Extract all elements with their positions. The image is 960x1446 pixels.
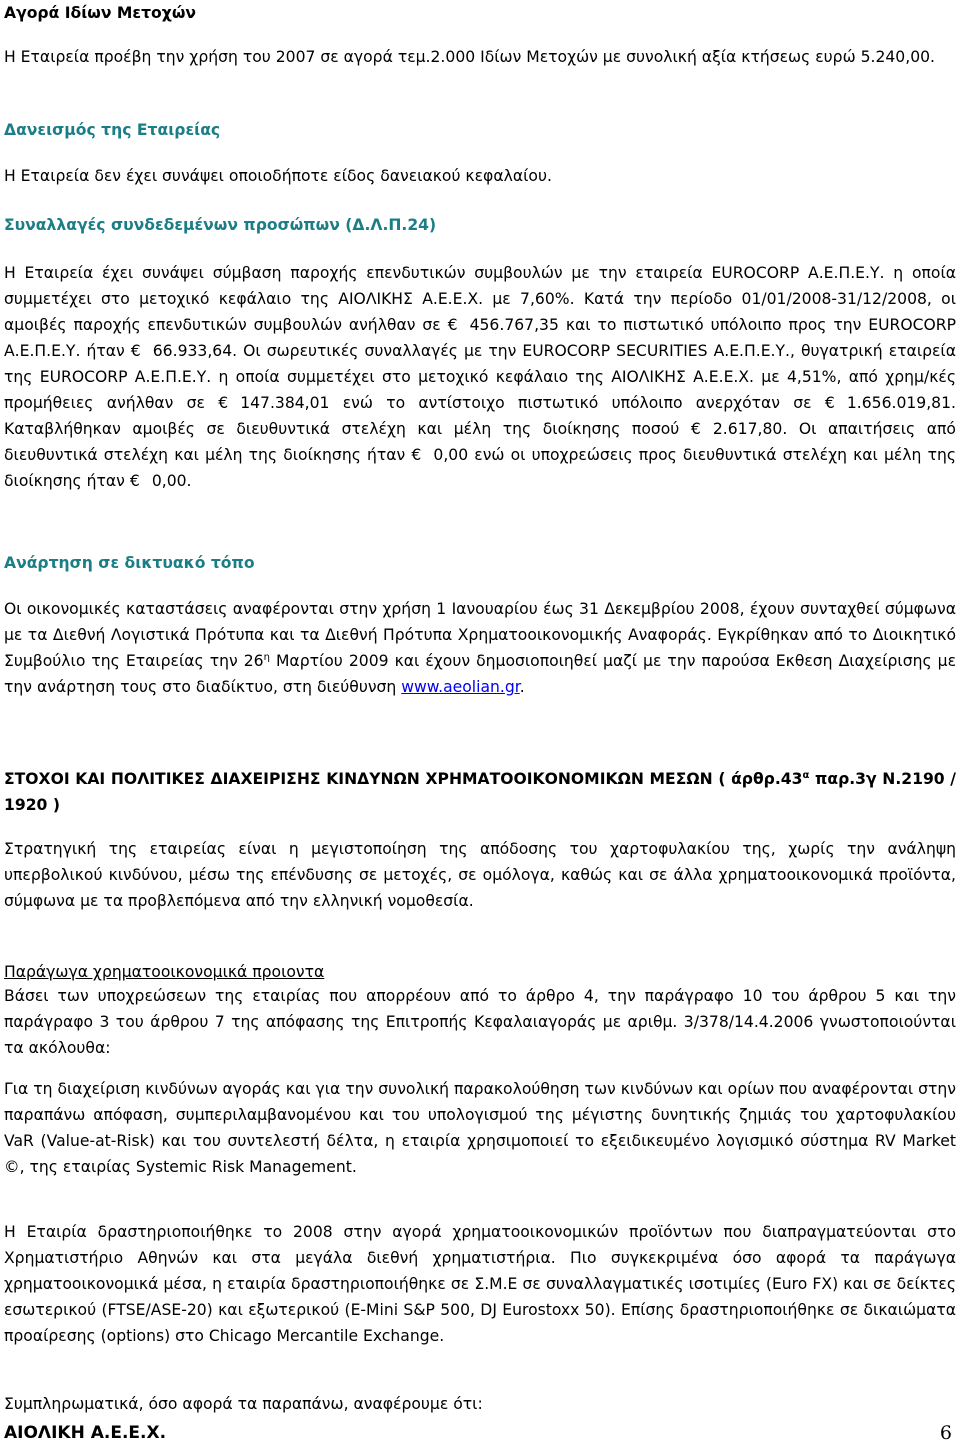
euro-sign: € [411,446,422,464]
paragraph-derivatives-obligations: Βάσει των υποχρεώσεων της εταιρίας που απορρέουν από το άρθρο 4, την παράγραφο 10 του άρθρου 5 και την παράγραφο 3 του άρθρου 7 της απόφασης της Επιτροπής Κεφαλαιαγοράς με αριθμ. 3/378/14.4.2006 γνωστοποιούνται τα ακόλουθα: [4,987,956,1057]
paragraph-derivatives-activity: Η Εταιρία δραστηριοποιήθηκε το 2008 στην αγορά χρηματοοικονομικών προϊόντων που διαπραγματεύονται στο Χρηματιστήριο Αθηνών και στα μεγάλα διεθνή χρηματιστήρια. Πιο συγκεκριμένα όσο αφορά τα παράγωγα χρηματοοικονομικά μέσα, η εταιρία δραστηριοποιήθηκε σε Σ.Μ.Ε σε συναλλαγματικές ισοτιμίες (Euro FX) και σε δείκτες εσωτερικού (FTSE/ASE-20) και εξωτερικού (E-Mini S&P 500, DJ Eurostoxx 50). Επίσης δραστηριοποιήθηκε σε δικαιώματα προαίρεσης (options) στο Chicago Mercantile Exchange. [4,1223,956,1345]
paragraph-risk-software: Για τη διαχείριση κινδύνων αγοράς και για την συνολική παρακολούθηση των κινδύνων και ορίων που αναφέρονται στην παραπάνω απόφαση, συμπεριλαμβανομένου και του υπολογισμού της μέγιστης δυνητικής ζημιάς του χαρτοφυλακίου VaR (Value-at-Risk) και του συντελεστή δέλτα, η εταιρία χρησιμοποιεί το εξειδικευμένο λογισμικό σύστημα RV Market ©, της εταιρίας Systemic Risk Management. [4,1080,956,1176]
euro-sign: € [824,394,835,412]
superscript: α [802,770,810,781]
paragraph-own-shares: Η Εταιρεία προέβη την χρήση του 2007 σε αγορά τεμ.2.000 Ιδίων Μετοχών με συνολική αξία κτήσεως ευρώ 5.240,00. [4,48,935,66]
superscript: η [263,652,270,663]
euro-sign: € [129,472,140,490]
page-footer [4,1420,956,1446]
copyright-symbol: © [4,1158,20,1176]
euro-sign: € [690,420,701,438]
euro-sign: € [447,316,458,334]
paragraph-website: Οι οικονομικές καταστάσεις αναφέρονται στην χρήση 1 Ιανουαρίου έως 31 Δεκεμβρίου 2008, έχουν συνταχθεί σύμφωνα με τα Διεθνή Λογιστικά Πρότυπα και τα Διεθνή Πρότυπα Χρηματοοικονομικής Αναφοράς. Εγκρίθηκαν από το Διοικητικό Συμβούλιο της Εταιρείας την $26^\eta$ Μαρτίου 2009 και έχουν δημοσιοποιηθεί μαζί με την παρούσα Εκθεση Διαχείρισης με την ανάρτηση τους στο διαδίκτυο, στη διεύθυνση www.aeolian.gr. [4,600,957,696]
paragraph-strategy: Στρατηγική της εταιρείας είναι η μεγιστοποίηση της απόδοσης του χαρτοφυλακίου της, χωρίς την ανάληψη υπερβολικού κινδύνου, μέσω της επένδυσης σε μετοχές, σε ομόλογα, καθώς και σε άλλα χρηματοοικονομικά προϊόντα, σύμφωνα με τα προβλεπόμενα από την ελληνική νομοθεσία. [4,840,956,910]
subheading-derivatives: Παράγωγα χρηματοοικονομικά προιοντα [4,963,325,981]
page-number: 6 [939,1422,952,1444]
heading-own-shares: Αγορά Ιδίων Μετοχών [4,4,196,22]
footer-company: ΑΙΟΛΙΚΗ Α.Ε.Ε.Χ. [4,1423,167,1443]
heading-related-party: Συναλλαγές συνδεδεμένων προσώπων (Δ.Λ.Π.24) [4,216,437,234]
euro-sign: € [218,394,229,412]
paragraph-related-party: Η Εταιρεία έχει συνάψει σύμβαση παροχής επενδυτικών συμβουλών με την εταιρεία EUROCORP Α.Ε.Π.Ε.Υ. η οποία συμμετέχει στο μετοχικό κεφάλαιο της ΑΙΟΛΙΚΗΣ Α.Ε.Ε.Χ. με 7,60%. Κατά την περίοδο 01/01/2008-31/12/2008, οι αμοιβές παροχής επενδυτικών συμβουλών ανήλθαν σε € 456.767,35 και το πιστωτικό υπόλοιπο προς την EUROCORP Α.Ε.Π.Ε.Υ. ήταν € 66.933,64. Οι σωρευτικές συναλλαγές με την EUROCORP SECURITIES Α.Ε.Π.Ε.Υ., θυγατρική εταιρεία της EUROCORP Α.Ε.Π.Ε.Υ. η οποία συμμετέχει στο μετοχικό κεφάλαιο της ΑΙΟΛΙΚΗΣ Α.Ε.Ε.Χ. με 4,51%, από χρημ/κές προμήθειες ανήλθαν σε € 147.384,01 ενώ το αντίστοιχο πιστωτικό υπόλοιπο ανερχόταν σε € 1.656.019,81. Καταβλήθηκαν αμοιβές σε διευθυντικά στελέχη και μέλη της διοίκησης ποσού € 2.617,80. Οι απαιτήσεις από διευθυντικά στελέχη και μέλη της διοίκησης ήταν € 0,00 ενώ οι υποχρεώσεις προς διευθυντικά στελέχη και μέλη της διοίκησης ήταν € 0,00. [4,260,956,494]
website-link[interactable]: www.aeolian.gr [401,678,520,696]
paragraph-borrowing: Η Εταιρεία δεν έχει συνάψει οποιοδήποτε είδος δανειακού κεφαλαίου. [4,167,552,185]
heading-risk-management: ΣΤΟΧΟΙ ΚΑΙ ΠΟΛΙΤΙΚΕΣ ΔΙΑΧΕΙΡΙΣΗΣ ΚΙΝΔΥΝΩΝ ΧΡΗΜΑΤΟΟΙΚΟΝΟΜΙΚΩΝ ΜΕΣΩΝ ( $ά\rho\theta\rho.43^\alpha$ παρ.3γ Ν.2190 / 1920 ) [4,770,956,814]
euro-sign: € [130,342,141,360]
paragraph-summary-intro: Συμπληρωματικά, όσο αφορά τα παραπάνω, αναφέρουμε ότι: [4,1395,483,1413]
heading-website: Ανάρτηση σε δικτυακό τόπο [4,554,255,572]
heading-borrowing: Δανεισμός της Εταιρείας [4,121,221,139]
